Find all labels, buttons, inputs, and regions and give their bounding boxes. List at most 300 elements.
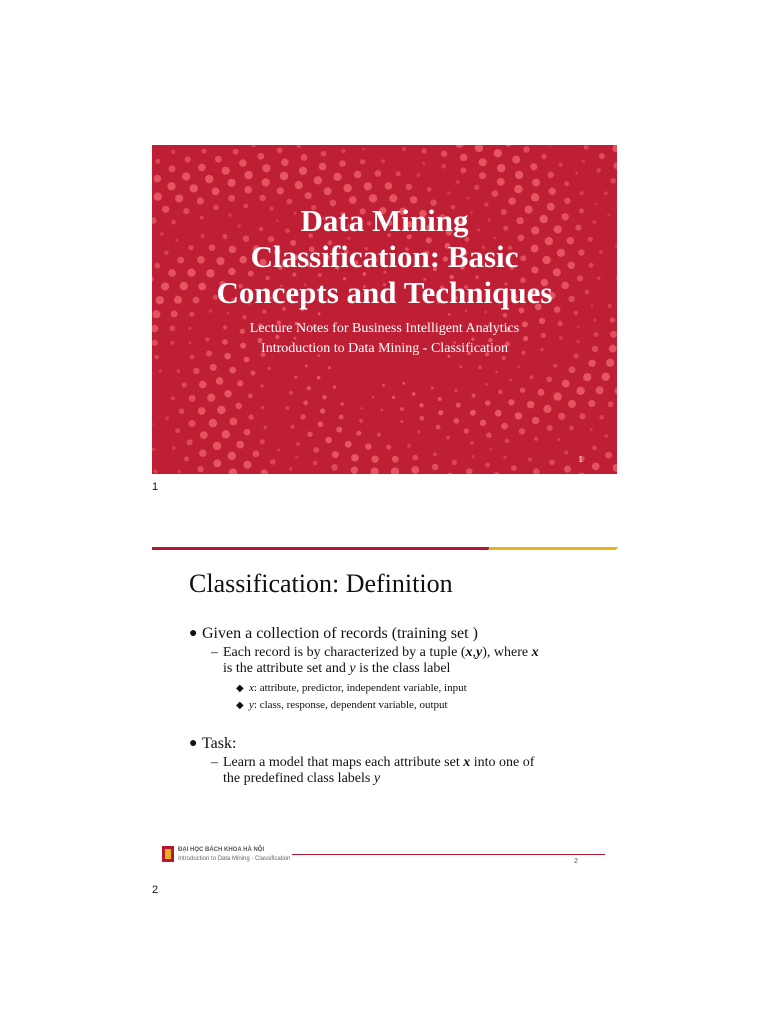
decorative-dot xyxy=(608,401,614,407)
decorative-dot xyxy=(213,442,221,450)
decorative-dot xyxy=(392,396,395,399)
text-run: the predefined class labels xyxy=(223,771,374,786)
decorative-dot xyxy=(590,428,593,431)
decorative-dot xyxy=(237,380,243,386)
decorative-dot xyxy=(530,163,537,170)
decorative-dot xyxy=(235,403,242,410)
decorative-dot xyxy=(332,451,339,458)
footer-course: Introduction to Data Mining - Classification xyxy=(178,856,291,862)
decorative-dot xyxy=(371,468,379,475)
decorative-dot xyxy=(248,414,253,419)
decorative-dot xyxy=(484,311,487,314)
decorative-dot xyxy=(564,181,569,186)
decorative-dot xyxy=(515,171,523,179)
decorative-dot xyxy=(212,188,220,196)
decorative-dot xyxy=(579,413,585,419)
decorative-dot xyxy=(413,455,419,461)
decorative-dot xyxy=(190,184,198,192)
decorative-dot xyxy=(289,391,293,395)
decorative-dot xyxy=(356,431,361,436)
decorative-dot xyxy=(382,384,385,387)
decorative-dot xyxy=(547,425,553,431)
decorative-dot xyxy=(228,452,236,460)
decorative-dot xyxy=(175,195,183,203)
decorative-dot xyxy=(512,156,520,164)
slide-number: 1 xyxy=(578,455,583,464)
decorative-dot xyxy=(446,473,454,474)
decorative-dot xyxy=(197,466,203,472)
decorative-dot xyxy=(515,412,522,419)
decorative-dot xyxy=(159,370,162,373)
decorative-dot xyxy=(154,175,162,183)
decorative-dot xyxy=(442,164,447,169)
decorative-dot xyxy=(412,392,416,396)
definition-slide xyxy=(152,540,617,870)
decorative-dot xyxy=(532,179,540,187)
page-number: 2 xyxy=(152,884,159,896)
title-slide xyxy=(152,145,617,474)
decorative-dot xyxy=(152,448,155,451)
decorative-dot xyxy=(583,373,591,381)
bullet-item xyxy=(189,624,609,643)
decorative-dot xyxy=(262,178,270,186)
decorative-dot xyxy=(184,456,189,461)
decorative-dot xyxy=(216,377,224,385)
decorative-dot xyxy=(471,455,474,458)
subtitle-line: Introduction to Data Mining - Classification xyxy=(261,341,508,356)
decorative-dot xyxy=(182,382,187,387)
decorative-dot xyxy=(268,367,271,370)
decorative-dot xyxy=(297,145,302,148)
decorative-dot xyxy=(523,146,529,152)
decorative-dot xyxy=(549,145,552,146)
decorative-dot xyxy=(333,385,336,388)
decorative-dot xyxy=(604,191,608,195)
decorative-dot xyxy=(322,395,326,399)
decorative-dot xyxy=(251,145,256,148)
header-accent-bar xyxy=(152,547,489,550)
decorative-dot xyxy=(419,403,423,407)
decorative-dot xyxy=(493,472,500,474)
decorative-dot xyxy=(372,396,375,399)
decorative-dot xyxy=(336,427,342,433)
decorative-dot xyxy=(588,400,595,407)
decorative-dot xyxy=(534,437,538,441)
bullet-dot-icon: ● xyxy=(189,626,198,641)
decorative-dot xyxy=(431,386,434,389)
decorative-dot xyxy=(202,149,207,154)
decorative-dot xyxy=(464,428,469,433)
decorative-dot xyxy=(460,167,466,173)
decorative-dot xyxy=(553,392,561,400)
decorative-dot xyxy=(546,377,552,383)
decorative-dot xyxy=(599,153,605,159)
decorative-dot xyxy=(385,182,393,190)
decorative-dot xyxy=(422,148,427,153)
decorative-dot xyxy=(354,171,362,179)
decorative-dot xyxy=(260,384,264,388)
decorative-dot xyxy=(286,406,290,410)
decorative-dot xyxy=(339,415,344,420)
decorative-dot xyxy=(492,190,499,197)
decorative-dot xyxy=(248,393,253,398)
decorative-dot xyxy=(179,408,185,414)
decorative-dot xyxy=(305,192,312,199)
var-y: y xyxy=(373,771,381,786)
slide-footer xyxy=(162,844,612,866)
decorative-dot xyxy=(226,312,229,315)
decorative-dot xyxy=(244,461,252,469)
decorative-dot xyxy=(596,386,604,394)
decorative-dot xyxy=(380,409,383,412)
decorative-dot xyxy=(497,164,505,172)
decorative-dot xyxy=(325,437,332,444)
decorative-dot xyxy=(153,469,157,473)
decorative-dot xyxy=(543,405,551,413)
decorative-dot xyxy=(575,172,578,175)
decorative-dot xyxy=(527,401,535,409)
decorative-dot xyxy=(244,171,252,179)
decorative-dot xyxy=(207,394,215,402)
decorative-dot xyxy=(236,441,244,449)
decorative-dot xyxy=(277,448,280,451)
text-run: is the class label xyxy=(355,661,451,676)
decorative-dot xyxy=(501,423,508,430)
decorative-dot xyxy=(597,168,601,172)
decorative-dot xyxy=(229,367,236,374)
decorative-dot xyxy=(438,410,443,415)
decorative-dot xyxy=(420,416,425,421)
decorative-dot xyxy=(152,310,160,318)
decorative-dot xyxy=(228,195,235,202)
decorative-dot xyxy=(222,167,230,175)
decorative-dot xyxy=(441,151,447,157)
decorative-dot xyxy=(582,160,585,163)
decorative-dot xyxy=(182,172,190,180)
decorative-dot xyxy=(253,450,260,457)
decorative-dot xyxy=(402,147,406,151)
decorative-dot xyxy=(498,390,503,395)
decorative-dot xyxy=(189,312,194,317)
decorative-dot xyxy=(533,468,540,474)
decorative-dot xyxy=(205,175,213,183)
decorative-dot xyxy=(466,468,473,474)
decorative-dot xyxy=(559,163,563,167)
decorative-dot xyxy=(244,429,251,436)
decorative-dot xyxy=(175,428,180,433)
decorative-dot xyxy=(549,460,555,466)
text-run: is the attribute set and xyxy=(223,661,350,676)
header-accent-stripe xyxy=(488,547,618,550)
decorative-dot xyxy=(562,380,570,388)
decorative-dot xyxy=(319,163,327,171)
slide-title-line: Data Mining xyxy=(300,203,469,238)
decorative-dot xyxy=(351,466,359,474)
decorative-dot xyxy=(224,390,231,397)
decorative-dot xyxy=(299,167,307,175)
text-run: into one of xyxy=(470,755,535,770)
decorative-dot xyxy=(198,164,206,172)
decorative-dot xyxy=(454,389,457,392)
decorative-dot xyxy=(360,159,365,164)
decorative-dot xyxy=(485,400,491,406)
decorative-dot xyxy=(592,445,597,450)
diamond-bullet-icon: ◆ xyxy=(236,700,244,711)
bullet-text: Task: xyxy=(202,735,237,752)
decorative-dot xyxy=(396,171,401,176)
decorative-dot xyxy=(411,466,419,474)
decorative-dot xyxy=(475,145,483,152)
sub-bullet-item xyxy=(211,755,609,787)
text-run: , xyxy=(472,645,477,660)
decorative-dot xyxy=(369,194,377,202)
text-run: Learn a model that maps each attribute set xyxy=(223,755,464,770)
decorative-dot xyxy=(261,469,268,474)
decorative-dot xyxy=(261,406,264,409)
decorative-dot xyxy=(381,159,385,163)
decorative-dot xyxy=(541,154,546,159)
decorative-dot xyxy=(549,188,556,195)
slide-number: 2 xyxy=(574,858,578,865)
text-run: : class, response, dependent variable, output xyxy=(253,699,448,711)
var-x: x xyxy=(463,755,471,770)
decorative-dot xyxy=(230,418,238,426)
decorative-dot xyxy=(511,465,517,471)
decorative-dot xyxy=(277,148,283,154)
decorative-dot xyxy=(505,145,512,147)
decorative-dot xyxy=(303,400,308,405)
decorative-dot xyxy=(198,407,206,415)
decorative-dot xyxy=(290,425,294,429)
decorative-dot xyxy=(189,420,196,427)
decorative-dot xyxy=(377,433,381,437)
slide-title-line: Classification: Basic xyxy=(250,239,519,274)
decorative-dot xyxy=(495,410,502,417)
decorative-dot xyxy=(456,403,461,408)
sub-sub-bullet-item xyxy=(236,697,609,714)
decorative-dot xyxy=(209,419,217,427)
decorative-dot xyxy=(258,153,265,160)
decorative-dot xyxy=(588,360,595,367)
page-number: 1 xyxy=(152,481,159,493)
decorative-dot xyxy=(517,365,520,368)
decorative-dot xyxy=(260,439,265,444)
decorative-dot xyxy=(519,428,525,434)
decorative-dot xyxy=(459,365,462,368)
decorative-dot xyxy=(613,464,617,472)
decorative-dot xyxy=(351,454,359,462)
decorative-dot xyxy=(448,313,451,316)
decorative-dot xyxy=(339,160,346,167)
decorative-dot xyxy=(294,376,297,379)
decorative-dot xyxy=(167,182,175,190)
var-x: x xyxy=(465,645,473,660)
decorative-dot xyxy=(200,431,208,439)
decorative-dot xyxy=(505,439,510,444)
decorative-dot xyxy=(391,467,399,474)
decorative-dot xyxy=(433,452,437,456)
decorative-dot xyxy=(313,447,319,453)
decorative-dot xyxy=(474,185,479,190)
decorative-dot xyxy=(553,364,557,368)
decorative-dot xyxy=(262,164,270,172)
decorative-dot xyxy=(427,187,432,192)
decorative-dot xyxy=(359,419,363,423)
decorative-dot xyxy=(364,182,372,190)
decorative-dot xyxy=(548,172,554,178)
decorative-dot xyxy=(251,371,256,376)
decorative-dot xyxy=(154,193,162,201)
var-y: y xyxy=(249,699,254,711)
decorative-dot xyxy=(576,387,584,395)
decorative-dot xyxy=(177,369,181,373)
decorative-dot xyxy=(318,312,321,315)
decorative-dot xyxy=(289,467,293,471)
decorative-dot xyxy=(199,450,206,457)
decorative-dot xyxy=(334,173,342,181)
decorative-dot xyxy=(489,448,492,451)
decorative-dot xyxy=(558,413,565,420)
decorative-dot xyxy=(400,420,403,423)
decorative-dot xyxy=(417,430,420,433)
decorative-dot xyxy=(568,400,576,408)
decorative-dot xyxy=(447,191,450,194)
decorative-dot xyxy=(454,418,460,424)
decorative-dot xyxy=(569,366,576,373)
decorative-dot xyxy=(320,408,325,413)
decorative-dot xyxy=(244,186,252,194)
decorative-dot xyxy=(222,430,230,438)
decorative-dot xyxy=(532,417,540,425)
decorative-dot xyxy=(189,395,196,402)
decorative-dot xyxy=(485,463,490,468)
decorative-dot xyxy=(169,165,176,172)
decorative-dot xyxy=(606,359,614,367)
decorative-dot xyxy=(584,145,589,150)
decorative-dot xyxy=(295,181,303,189)
decorative-dot xyxy=(480,420,486,426)
decorative-dot xyxy=(407,444,411,448)
var-x: x xyxy=(531,645,539,660)
decorative-dot xyxy=(460,154,467,161)
decorative-dot xyxy=(277,187,284,194)
decorative-dot xyxy=(514,185,522,193)
sub-sub-bullet-item xyxy=(236,680,609,697)
decorative-dot xyxy=(564,466,571,473)
subtitle-line: Lecture Notes for Business Intelligent Analytics xyxy=(249,321,520,336)
bullet-dot-icon: ● xyxy=(189,736,198,751)
decorative-dot xyxy=(270,459,275,464)
decorative-dot xyxy=(569,426,574,431)
decorative-dot xyxy=(495,370,498,373)
decorative-dot xyxy=(152,423,153,426)
decorative-dot xyxy=(280,172,288,180)
decorative-dot xyxy=(362,148,365,151)
decorative-dot xyxy=(497,178,505,186)
decorative-dot xyxy=(613,162,617,169)
decorative-dot xyxy=(456,180,460,184)
decorative-dot xyxy=(599,415,604,420)
decorative-dot xyxy=(470,441,474,445)
decorative-dot xyxy=(185,157,191,163)
decorative-dot xyxy=(578,473,586,474)
decorative-dot xyxy=(171,396,175,400)
decorative-dot xyxy=(307,386,311,390)
diamond-bullet-icon: ◆ xyxy=(236,683,244,694)
decorative-dot xyxy=(155,159,160,164)
decorative-dot xyxy=(494,149,502,157)
decorative-dot xyxy=(614,387,617,394)
university-logo-icon xyxy=(162,846,174,862)
decorative-dot xyxy=(317,376,321,380)
dash-marker: – xyxy=(211,645,218,660)
decorative-dot xyxy=(509,378,512,381)
decorative-dot xyxy=(436,425,441,430)
decorative-dot xyxy=(324,187,332,195)
decorative-dot xyxy=(452,460,457,465)
decorative-dot xyxy=(446,436,450,440)
var-y: y xyxy=(476,645,483,660)
decorative-dot xyxy=(508,399,514,405)
decorative-dot xyxy=(210,364,217,371)
decorative-dot xyxy=(406,184,412,190)
decorative-dot xyxy=(233,149,239,155)
decorative-dot xyxy=(422,162,425,165)
decorative-dot xyxy=(264,426,268,430)
decorative-dot xyxy=(331,464,337,470)
decorative-dot xyxy=(295,456,298,459)
decorative-dot xyxy=(187,439,193,445)
decorative-dot xyxy=(171,150,175,154)
decorative-dot xyxy=(229,468,237,474)
decorative-dot xyxy=(432,464,439,471)
footer-divider xyxy=(292,854,605,855)
decorative-dot xyxy=(438,397,442,401)
decorative-dot xyxy=(400,407,404,411)
decorative-dot xyxy=(228,179,236,187)
decorative-dot xyxy=(301,414,306,419)
decorative-dot xyxy=(479,172,486,179)
decorative-dot xyxy=(564,450,568,454)
decorative-dot xyxy=(239,159,247,167)
decorative-dot xyxy=(307,432,313,438)
decorative-dot xyxy=(172,446,176,450)
decorative-dot xyxy=(178,470,181,473)
decorative-dot xyxy=(455,145,463,148)
decorative-dot xyxy=(612,145,617,153)
decorative-dot xyxy=(479,158,487,166)
decorative-dot xyxy=(611,178,616,183)
decorative-dot xyxy=(296,442,300,446)
decorative-dot xyxy=(301,154,308,161)
text-run: ), where xyxy=(482,645,532,660)
decorative-dot xyxy=(165,417,169,421)
slide-subtitle xyxy=(152,319,617,359)
bullet-text: Given a collection of records (training set ) xyxy=(202,625,478,642)
dash-marker: – xyxy=(211,755,218,770)
decorative-dot xyxy=(605,452,612,459)
decorative-dot xyxy=(470,410,476,416)
decorative-dot xyxy=(305,364,308,367)
decorative-dot xyxy=(467,197,470,200)
sub-bullet-item xyxy=(211,645,609,677)
decorative-dot xyxy=(171,310,178,317)
decorative-dot xyxy=(604,434,608,438)
decorative-dot xyxy=(580,191,584,195)
decorative-dot xyxy=(531,193,539,201)
decorative-dot xyxy=(402,382,405,385)
decorative-dot xyxy=(328,366,331,369)
